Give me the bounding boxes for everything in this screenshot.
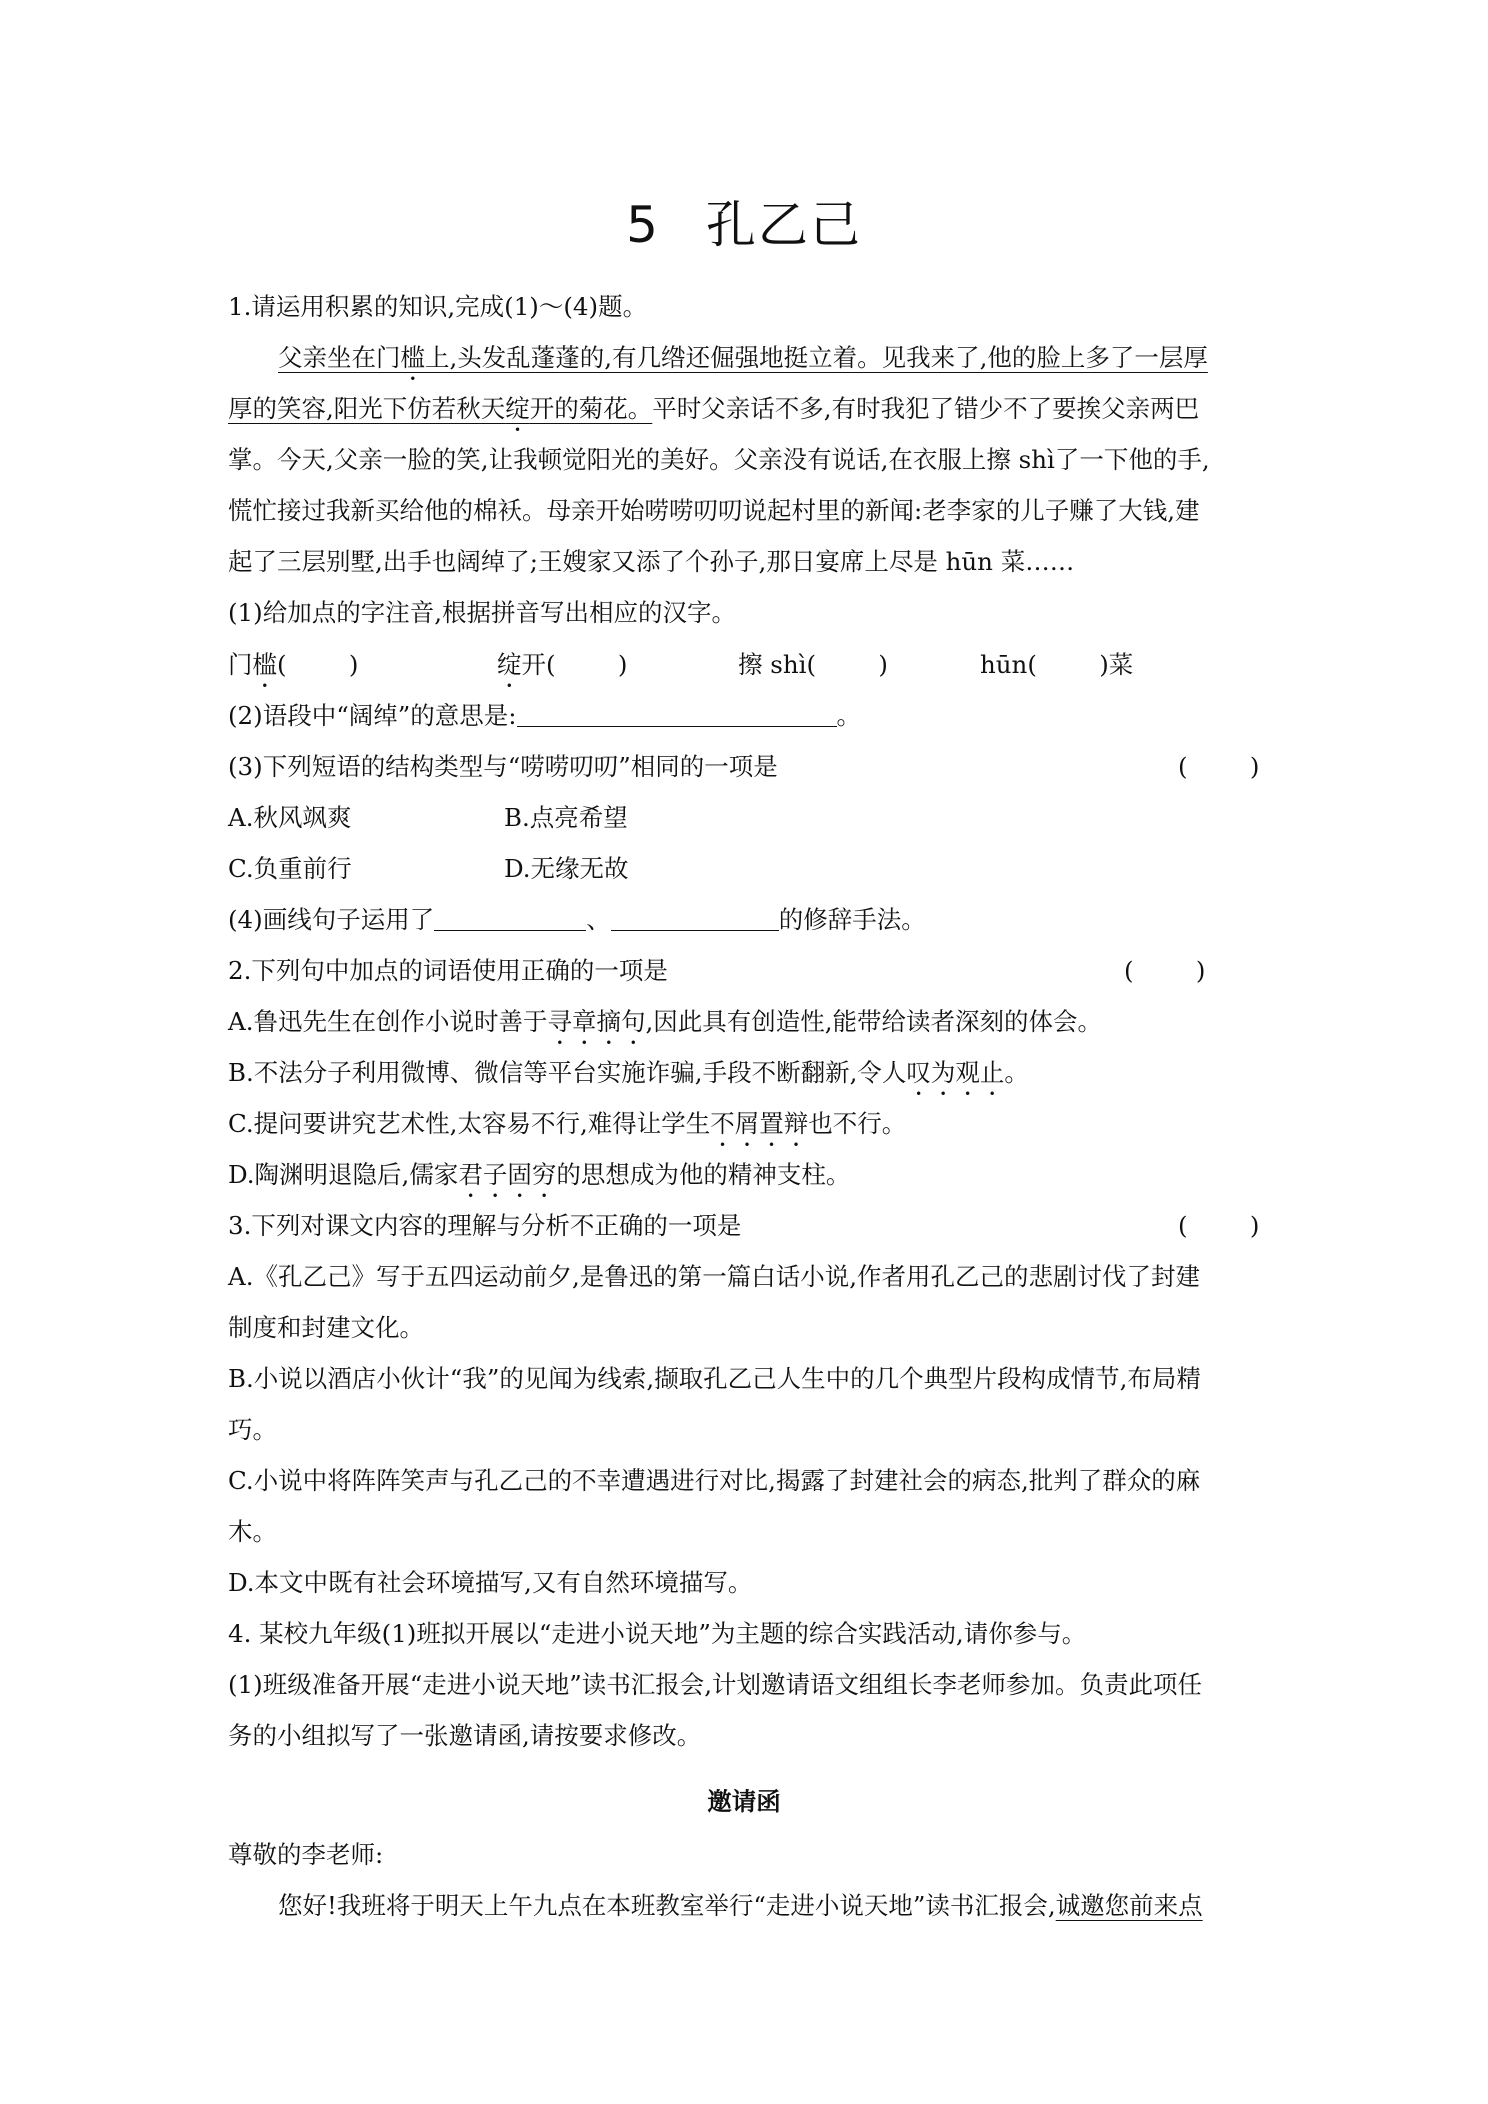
q1-sub4 xyxy=(228,903,1268,937)
q1-fill-zhan xyxy=(497,648,627,693)
option-text: C.提问要讲究艺术性,太容易不行,难得让学生 xyxy=(228,1109,711,1138)
q3-option-c-line-1[interactable]: C.小说中将阵阵笑声与孔乙己的不幸遭遇进行对比,揭露了封建社会的病态,批判了群众的麻 xyxy=(228,1466,1201,1495)
dotted-word: 叹为观止 xyxy=(906,1058,1005,1087)
dotted-char-kan: 槛 xyxy=(252,650,277,679)
q2-option-c[interactable] xyxy=(228,1107,1268,1152)
answer-blank[interactable] xyxy=(611,908,779,931)
answer-blank[interactable] xyxy=(434,908,586,931)
option-text: 。 xyxy=(1004,1058,1029,1087)
q1-passage-line-1 xyxy=(278,341,1268,386)
q1-option-d[interactable]: D.无缘无故 xyxy=(504,854,629,883)
q1-passage-text: 上,头发乱蓬蓬的,有几绺还倔强地挺立着。见我来了,他的脸上多了一层厚 xyxy=(425,343,1208,372)
fill-text: 开 xyxy=(521,650,546,679)
q1-fill-shi[interactable]: 擦 shì( ) xyxy=(738,650,888,679)
q1-passage-line-5: 起了三层别墅,出手也阔绰了;王嫂家又添了个孙子,那日宴席上尽是 hūn 菜…… xyxy=(228,547,1075,576)
sub4-text: 、 xyxy=(586,905,611,934)
q4-sub1-line-2: 务的小组拟写了一张邀请函,请按要求修改。 xyxy=(228,1721,702,1750)
q1-passage-text: 平时父亲话不多,有时我犯了错少不了要挨父亲两巴 xyxy=(652,394,1200,423)
option-text: B.不法分子利用微博、微信等平台实施诈骗,手段不断翻新,令人 xyxy=(228,1058,907,1087)
q2-stem: 2.下列句中加点的词语使用正确的一项是 xyxy=(228,956,668,985)
q4-stem: 4. 某校九年级(1)班拟开展以“走进小说天地”为主题的综合实践活动,请你参与。 xyxy=(228,1619,1087,1648)
letter-salutation: 尊敬的李老师: xyxy=(228,1840,384,1869)
q3-option-b-line-1[interactable]: B.小说以酒店小伙计“我”的见闻为线索,撷取孔乙己人生中的几个典型片段构成情节,布局精 xyxy=(228,1364,1201,1393)
answer-paren[interactable]: ( ) xyxy=(546,650,628,679)
dotted-word: 君子固穷 xyxy=(458,1160,557,1189)
q3-option-b-line-2: 巧。 xyxy=(228,1415,277,1444)
q2-option-a[interactable] xyxy=(228,1005,1268,1050)
letter-body-text: 您好!我班将于明天上午九点在本班教室举行“走进小说天地”读书汇报会, xyxy=(278,1891,1056,1920)
sub4-text: 的修辞手法。 xyxy=(778,905,926,934)
q1-fill-hun[interactable]: hūn( )菜 xyxy=(980,650,1134,679)
q3-option-a-line-2: 制度和封建文化。 xyxy=(228,1313,424,1342)
dotted-char-zhan: 绽 xyxy=(505,394,530,423)
q2-option-d[interactable] xyxy=(228,1158,1268,1203)
q3-option-d[interactable]: D.本文中既有社会环境描写,又有自然环境描写。 xyxy=(228,1568,753,1597)
letter-title: 邀请函 xyxy=(707,1787,781,1816)
dotted-char-zhan: 绽 xyxy=(497,650,522,679)
q4-sub1-line-1: (1)班级准备开展“走进小说天地”读书汇报会,计划邀请语文组组长李老师参加。负责此项任 xyxy=(228,1670,1203,1699)
q1-passage-text: 开的菊花。 xyxy=(529,394,653,423)
answer-blank[interactable] xyxy=(517,704,837,727)
q1-stem: 1.请运用积累的知识,完成(1)～(4)题。 xyxy=(228,292,648,321)
q1-sub3-answer-paren[interactable]: ( ) xyxy=(1178,752,1260,781)
dotted-word: 不屑置辩 xyxy=(710,1109,809,1138)
sub2-text: (2)语段中“阔绰”的意思是: xyxy=(228,701,517,730)
option-text: ,因此具有创造性,能带给读者深刻的体会。 xyxy=(645,1007,1103,1036)
q2-option-b[interactable] xyxy=(228,1056,1268,1101)
option-text: A.鲁迅先生在创作小说时善于 xyxy=(228,1007,548,1036)
q1-fill-kan xyxy=(228,648,358,693)
q1-passage-line-4: 慌忙接过我新买给他的棉袄。母亲开始唠唠叨叨说起村里的新闻:老李家的儿子赚了大钱,建 xyxy=(228,496,1200,525)
option-text: D.陶渊明退隐后,儒家 xyxy=(228,1160,459,1189)
letter-body-line-1 xyxy=(278,1889,1268,1923)
lesson-number: 5 xyxy=(626,196,660,254)
dotted-word: 寻章摘句 xyxy=(547,1007,646,1036)
option-text: 也不行。 xyxy=(808,1109,907,1138)
q1-sub3: (3)下列短语的结构类型与“唠唠叨叨”相同的一项是 xyxy=(228,752,778,781)
q3-answer-paren[interactable]: ( ) xyxy=(1178,1211,1260,1240)
q1-option-a[interactable]: A.秋风飒爽 xyxy=(228,803,352,832)
letter-underlined-phrase: 诚邀您前来点 xyxy=(1055,1891,1203,1920)
q1-passage-line-3: 掌。今天,父亲一脸的笑,让我顿觉阳光的美好。父亲没有说话,在衣服上擦 shì了一下他的手, xyxy=(228,445,1210,474)
dotted-char-kan: 槛 xyxy=(400,343,425,372)
q1-sub1-prompt: (1)给加点的字注音,根据拼音写出相应的汉字。 xyxy=(228,598,736,627)
q3-stem: 3.下列对课文内容的理解与分析不正确的一项是 xyxy=(228,1211,742,1240)
option-text: 的思想成为他的精神支柱。 xyxy=(556,1160,851,1189)
sub2-text: 。 xyxy=(836,701,862,730)
q3-option-c-line-2: 木。 xyxy=(228,1517,277,1546)
q1-passage-text: 厚的笑容,阳光下仿若秋天 xyxy=(228,394,506,423)
q1-passage-text: 父亲坐在门 xyxy=(278,343,401,372)
fill-text: 门 xyxy=(228,650,253,679)
q1-sub2 xyxy=(228,699,1268,733)
page-title xyxy=(0,185,1488,257)
q1-option-b[interactable]: B.点亮希望 xyxy=(504,803,628,832)
sub4-text: (4)画线句子运用了 xyxy=(228,905,435,934)
lesson-title: 孔乙己 xyxy=(705,196,862,254)
q1-option-c[interactable]: C.负重前行 xyxy=(228,854,352,883)
q2-answer-paren[interactable]: ( ) xyxy=(1124,956,1206,985)
q1-passage-line-2 xyxy=(228,392,1268,437)
q3-option-a-line-1[interactable]: A.《孔乙己》写于五四运动前夕,是鲁迅的第一篇白话小说,作者用孔乙己的悲剧讨伐了封建 xyxy=(228,1262,1201,1291)
answer-paren[interactable]: ( ) xyxy=(277,650,359,679)
